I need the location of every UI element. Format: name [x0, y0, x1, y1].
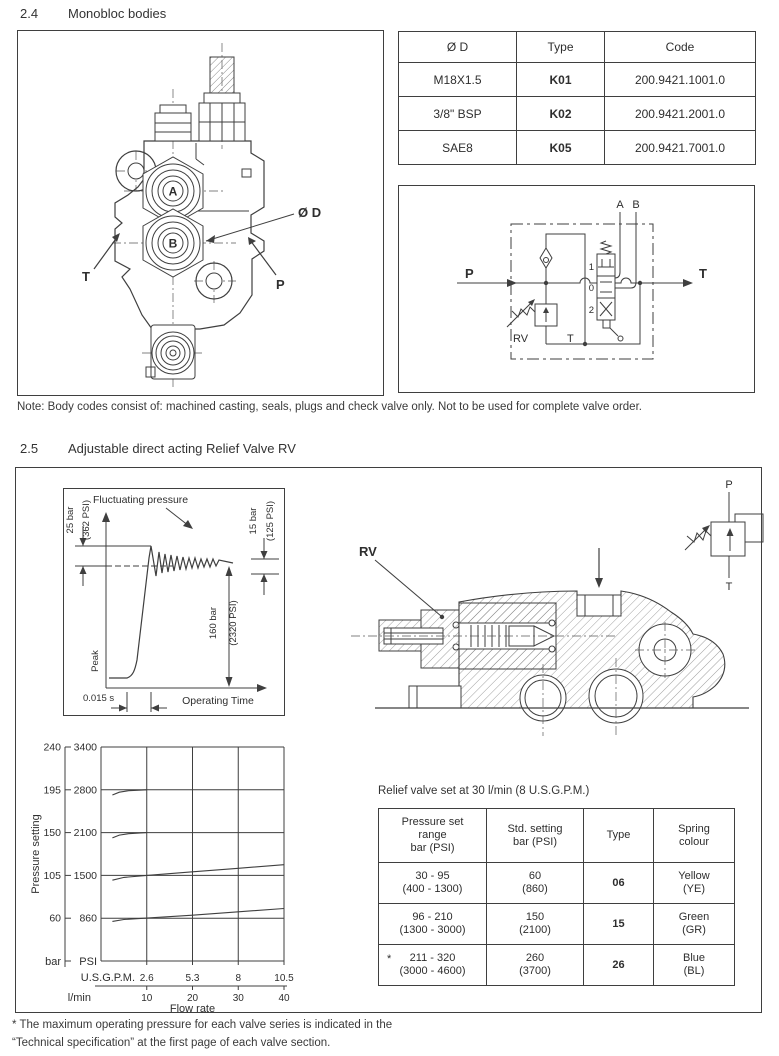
- flow-rate-chart: [29, 734, 319, 1015]
- chart-tick-label: 240: [43, 741, 61, 754]
- section-number: 2.5: [20, 441, 39, 456]
- cell-spring: Blue (BL): [654, 945, 735, 986]
- relief-valve-symbol: [681, 476, 776, 594]
- chart-tick-label: 30: [232, 993, 244, 1004]
- chart-tick-label: 150: [43, 827, 61, 840]
- codes-header-type: Type: [517, 32, 605, 63]
- relief-header-spring: Spring colour: [654, 809, 735, 863]
- cell-type: 15: [584, 904, 654, 945]
- cell-range: 96 - 210 (1300 - 3000): [379, 904, 487, 945]
- schematic-frame: [398, 185, 755, 393]
- chart-tick-label: 10: [141, 993, 153, 1004]
- table-row: [379, 945, 735, 986]
- relief-header-range: Pressure set range bar (PSI): [379, 809, 487, 863]
- right-dim-bar: 15 bar: [248, 507, 259, 535]
- schematic-p-label: P: [465, 266, 474, 281]
- series-setting-60bar-860psi: [112, 909, 284, 922]
- psi-unit-label: PSI: [79, 956, 97, 968]
- section-title: Monobloc bodies: [68, 6, 167, 21]
- cell-type: 06: [584, 863, 654, 904]
- relief-valve-frame: [15, 467, 762, 1013]
- rv-symbol-p-label: P: [725, 479, 733, 491]
- rv-symbol-t-label: T: [725, 581, 733, 593]
- monobloc-body-drawing: [18, 31, 383, 395]
- cell-d: 3/8" BSP: [399, 97, 517, 131]
- chart-tick-label: 20: [186, 993, 199, 1004]
- hydraulic-schematic: [399, 186, 754, 392]
- table-row: [399, 63, 756, 97]
- table-row: [399, 131, 756, 165]
- cell-d: SAE8: [399, 131, 517, 165]
- schematic-b-label: B: [632, 199, 640, 211]
- cell-setting: 260 (3700): [487, 945, 584, 986]
- body-codes-note: Note: Body codes consist of: machined casting, seals, plugs and check valve only. Not to be used for complete valve order.: [17, 401, 642, 413]
- cell-code: 200.9421.2001.0: [605, 97, 756, 131]
- dia-d-label: Ø D: [298, 205, 322, 220]
- cell-range: * 211 - 320 (3000 - 4600): [379, 945, 487, 986]
- fluctuating-pressure-label: Fluctuating pressure: [93, 494, 189, 506]
- cell-type: K02: [517, 97, 605, 131]
- cell-type: 26: [584, 945, 654, 986]
- p-port-label: P: [276, 277, 285, 292]
- set-dim-psi: (2320 PSI): [228, 600, 239, 646]
- chart-tick-label: 10.5: [274, 973, 294, 984]
- chart-grid: [101, 747, 284, 961]
- chart-tick-label: 105: [43, 869, 61, 882]
- table-row: [379, 904, 735, 945]
- pressure-time-graph: [63, 488, 285, 716]
- series-setting-150bar-2100psi: [112, 833, 146, 838]
- cell-spring: Green (GR): [654, 904, 735, 945]
- series-setting-195bar-2800psi: [112, 790, 146, 795]
- footnote-line-1: * The maximum operating pressure for each valve series is indicated in the: [12, 1019, 393, 1031]
- chart-tick-label: 195: [43, 784, 61, 797]
- table-row: [399, 97, 756, 131]
- cell-type: K05: [517, 131, 605, 165]
- right-dim-psi: (125 PSI): [265, 500, 276, 542]
- schematic-t-label: T: [699, 266, 707, 281]
- chart-tick-label: 2.6: [139, 973, 154, 984]
- operating-time-label: Operating Time: [182, 695, 254, 707]
- relief-table-title: Relief valve set at 30 l/min (8 U.S.G.P.M.): [378, 785, 590, 797]
- chart-tick-label: 40: [278, 993, 290, 1004]
- schematic-a-label: A: [616, 199, 624, 211]
- rise-time-label: 0.015 s: [83, 693, 115, 704]
- section-title: Adjustable direct acting Relief Valve RV: [68, 441, 296, 456]
- x-axis-title: Flow rate: [169, 1003, 216, 1015]
- set-dim-bar: 160 bar: [208, 606, 219, 640]
- usgpm-unit-label: U.S.G.P.M.: [80, 972, 135, 984]
- rv-callout-label: RV: [359, 544, 377, 559]
- cell-code: 200.9421.1001.0: [605, 63, 756, 97]
- cell-type: K01: [517, 63, 605, 97]
- cell-spring: Yellow (YE): [654, 863, 735, 904]
- chart-tick-label: 60: [49, 912, 61, 925]
- port-b-label: B: [168, 236, 178, 251]
- chart-tick-label: 2800: [73, 784, 97, 797]
- spool-pos-2: 2: [588, 305, 594, 316]
- relief-setting-table: [378, 808, 735, 986]
- chart-tick-label: 5.3: [185, 973, 200, 984]
- codes-header-d: Ø D: [399, 32, 517, 63]
- port-a-label: A: [168, 184, 178, 199]
- lmin-unit-label: l/min: [67, 992, 91, 1004]
- t-port-label: T: [82, 269, 90, 284]
- cell-d: M18X1.5: [399, 63, 517, 97]
- schematic-rv-label: RV: [513, 333, 529, 345]
- cell-setting: 60 (860): [487, 863, 584, 904]
- cell-setting: 150 (2100): [487, 904, 584, 945]
- cell-range: 30 - 95 (400 - 1300): [379, 863, 487, 904]
- chart-tick-label: 1500: [73, 869, 97, 882]
- peak-label: Peak: [90, 650, 101, 672]
- section-number: 2.4: [20, 6, 39, 21]
- y-axis-title: Pressure setting: [30, 814, 42, 894]
- chart-tick-label: 3400: [73, 741, 97, 754]
- schematic-t-inner-label: T: [567, 333, 574, 345]
- left-dim-psi: (362 PSI): [81, 499, 92, 541]
- monobloc-drawing-frame: [17, 30, 384, 396]
- chart-tick-label: 860: [79, 912, 97, 925]
- codes-header-code: Code: [605, 32, 756, 63]
- chart-tick-label: 2100: [73, 827, 97, 840]
- chart-axes: [65, 747, 287, 990]
- series-setting-105bar-1500psi: [112, 865, 284, 881]
- body-codes-table: [398, 31, 756, 165]
- spool-pos-1: 1: [588, 262, 594, 273]
- bar-unit-label: bar: [45, 956, 61, 968]
- table-row: [379, 863, 735, 904]
- left-dim-bar: 25 bar: [65, 506, 76, 534]
- chart-tick-label: 8: [235, 973, 242, 984]
- relief-header-setting: Std. setting bar (PSI): [487, 809, 584, 863]
- relief-header-type: Type: [584, 809, 654, 863]
- cell-code: 200.9421.7001.0: [605, 131, 756, 165]
- spool-pos-0: 0: [588, 283, 594, 294]
- footnote-line-2: “Technical specification” at the first page of each valve section.: [12, 1037, 331, 1049]
